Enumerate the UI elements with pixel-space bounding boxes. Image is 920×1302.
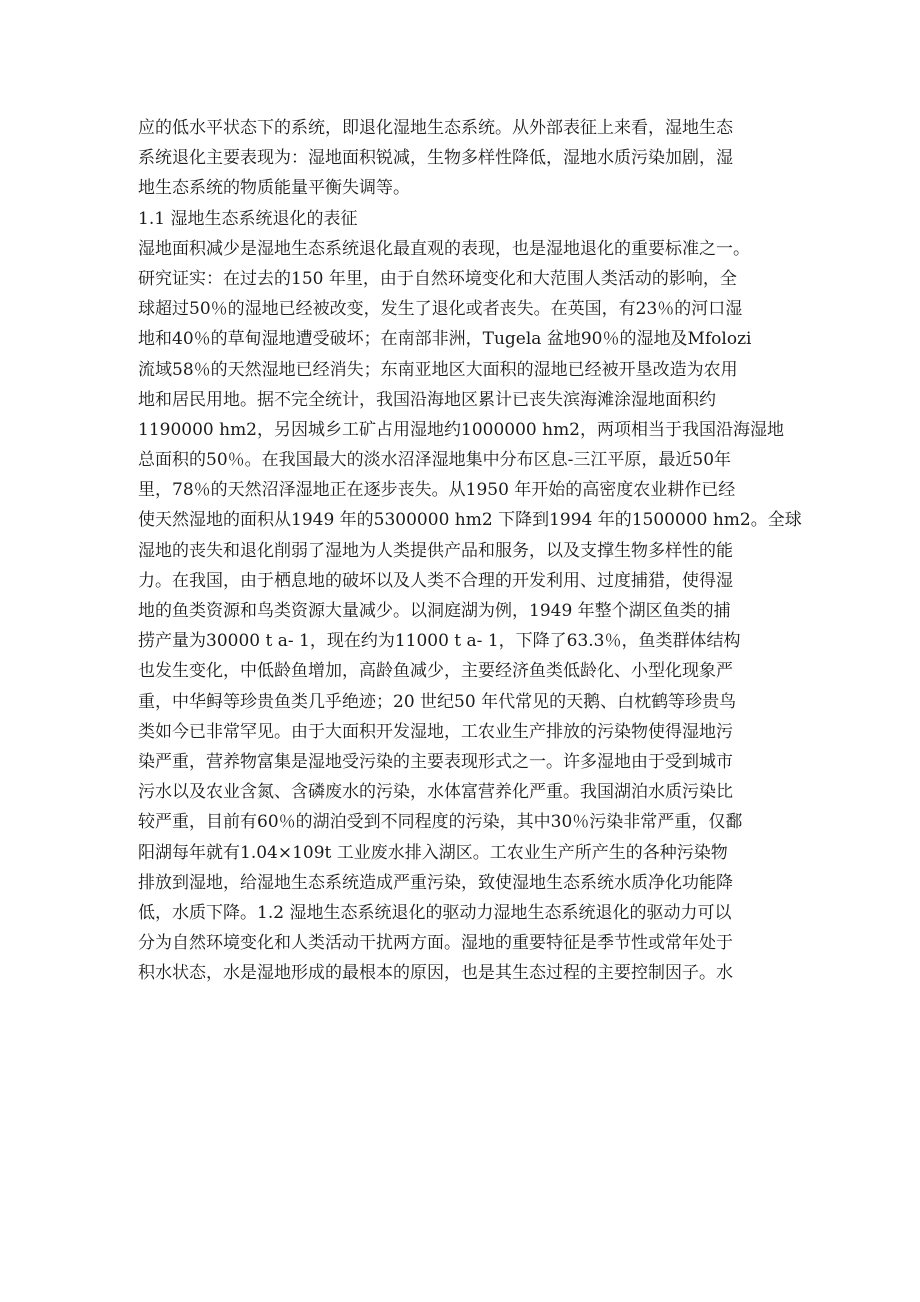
text-line: 应的低水平状态下的系统，即退化湿地生态系统。从外部表征上来看，湿地生态 bbox=[138, 118, 733, 138]
text-line: 湿地的丧失和退化削弱了湿地为人类提供产品和服务，以及支撑生物多样性的能 bbox=[138, 540, 733, 561]
text-line: 低，水质下降。1.2 湿地生态系统退化的驱动力湿地生态系统退化的驱动力可以 bbox=[138, 902, 732, 923]
text-line: 排放到湿地，给湿地生态系统造成严重污染，致使湿地生态系统水质净化功能降 bbox=[138, 872, 733, 893]
text-line: 积水状态，水是湿地形成的最根本的原因，也是其生态过程的主要控制因子。水 bbox=[138, 963, 733, 984]
section-heading: 1.1 湿地生态系统退化的表征 bbox=[138, 208, 358, 229]
text-line: 分为自然环境变化和人类活动干扰两方面。湿地的重要特征是季节性或常年处于 bbox=[138, 933, 733, 954]
text-line: 使天然湿地的面积从1949 年的5300000 hm2 下降到1994 年的1500000 hm2。全球 bbox=[138, 510, 802, 531]
text-line: 地和居民用地。据不完全统计，我国沿海地区累计已丧失滨海滩涂湿地面积约 bbox=[138, 389, 716, 410]
text-line: 系统退化主要表现为：湿地面积锐减，生物多样性降低，湿地水质污染加剧，湿 bbox=[138, 148, 733, 169]
text-line: 也发生变化，中低龄鱼增加，高龄鱼减少，主要经济鱼类低龄化、小型化现象严 bbox=[138, 661, 733, 682]
text-line: 研究证实：在过去的150 年里，由于自然环境变化和大范围人类活动的影响，全 bbox=[138, 268, 737, 289]
text-line: 湿地面积减少是湿地生态系统退化最直观的表现，也是湿地退化的重要标准之一。 bbox=[138, 238, 750, 259]
text-line: 球超过50％的湿地已经被改变，发生了退化或者丧失。在英国，有23％的河口湿 bbox=[138, 299, 743, 320]
text-line: 1190000 hm2，另因城乡工矿占用湿地约1000000 hm2，两项相当于我国沿海湿地 bbox=[138, 419, 784, 440]
text-line: 类如今已非常罕见。由于大面积开发湿地，工农业生产排放的污染物使得湿地污 bbox=[138, 721, 733, 742]
text-line: 阳湖每年就有1.04×109t 工业废水排入湖区。工农业生产所产生的各种污染物 bbox=[138, 842, 728, 863]
text-line: 地的鱼类资源和鸟类资源大量减少。以洞庭湖为例，1949 年整个湖区鱼类的捕 bbox=[138, 601, 731, 621]
text-line: 较严重，目前有60％的湖泊受到不同程度的污染，其中30％污染非常严重，仅鄱 bbox=[138, 812, 743, 833]
text-line: 地生态系统的物质能量平衡失调等。 bbox=[138, 178, 410, 199]
text-line: 捞产量为30000 t a- 1，现在约为11000 t a- 1，下降了63.3％，鱼类群体结构 bbox=[138, 631, 741, 652]
text-line: 重，中华鲟等珍贵鱼类几乎绝迹；20 世纪50 年代常见的天鹅、白枕鹤等珍贵鸟 bbox=[138, 691, 737, 712]
text-line: 总面积的50％。在我国最大的淡水沼泽湿地集中分布区息-三江平原，最近50年 bbox=[138, 450, 732, 471]
text-line: 染严重，营养物富集是湿地受污染的主要表现形式之一。许多湿地由于受到城市 bbox=[138, 751, 733, 772]
text-line: 力。在我国，由于栖息地的破坏以及人类不合理的开发利用、过度捕猎，使得湿 bbox=[138, 570, 733, 591]
text-line: 流域58％的天然湿地已经消失；东南亚地区大面积的湿地已经被开垦改造为农用 bbox=[138, 359, 738, 380]
text-line: 里，78％的天然沼泽湿地正在逐步丧失。从1950 年开始的高密度农业耕作已经 bbox=[138, 480, 736, 501]
document-body bbox=[138, 113, 802, 988]
text-line: 地和40％的草甸湿地遭受破坏；在南部非洲，Tugela 盆地90％的湿地及Mfolozi bbox=[138, 329, 752, 350]
text-line: 污水以及农业含氮、含磷废水的污染，水体富营养化严重。我国湖泊水质污染比 bbox=[138, 782, 733, 803]
